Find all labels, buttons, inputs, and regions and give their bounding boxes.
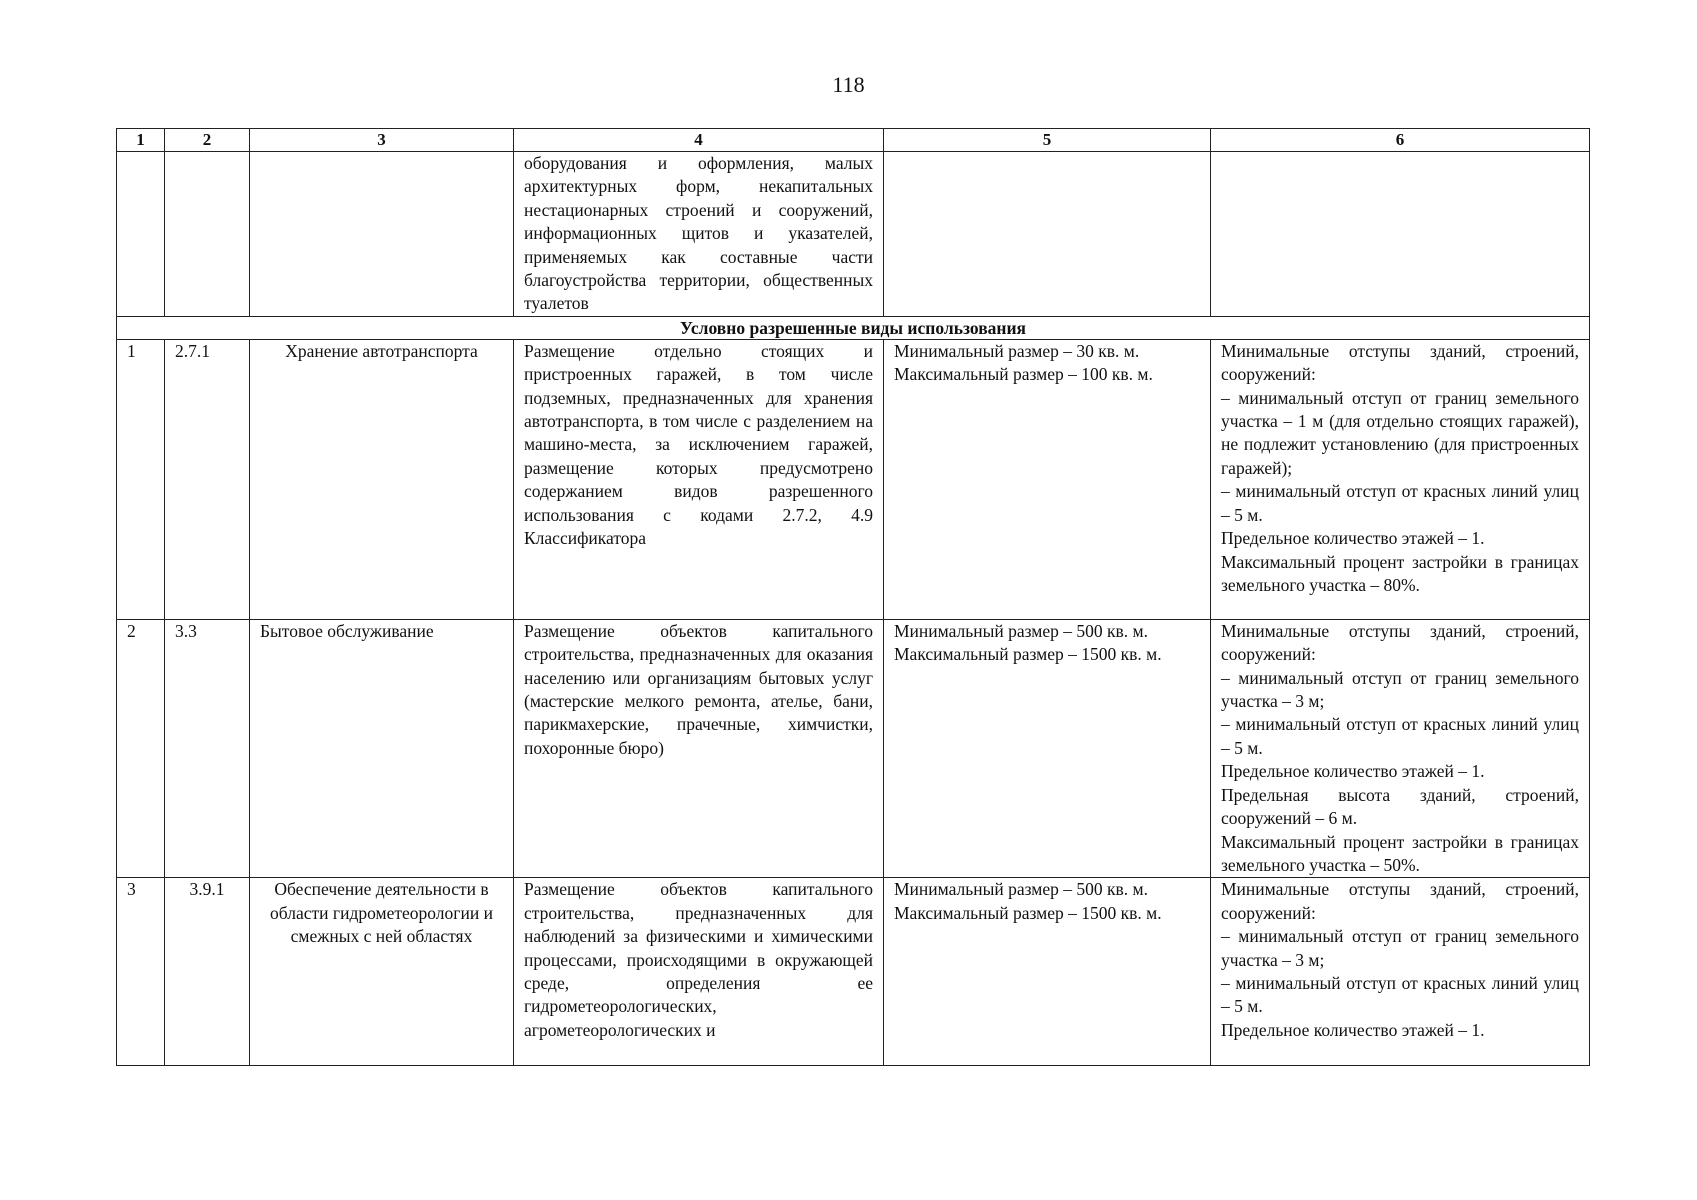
- column-header: 4: [514, 129, 884, 152]
- param-line: Предельное количество этажей – 1.: [1221, 1019, 1485, 1040]
- param-line: – минимальный отступ от красных линий улиц – 5 м.: [1221, 481, 1579, 525]
- use-code: 3.3: [165, 619, 250, 877]
- table-row: [117, 878, 1590, 1066]
- cell-empty: [117, 152, 165, 317]
- table-row: [117, 339, 1590, 619]
- row-number: 1: [117, 339, 165, 619]
- param-line: Предельное количество этажей – 1.: [1221, 528, 1485, 549]
- params-cell: [1211, 619, 1590, 877]
- description-cell: Размещение отдельно стоящих и пристроенных гаражей, в том числе подземных, предназначенных для хранения автотранспорта, в том числе с разделением на машино-места, за исключением гаражей, размещение которых предусмотрено содержанием видов разрешенного использования с кодами 2.7.2, 4.9 Классификатора: [514, 339, 884, 619]
- size-cell: [884, 878, 1211, 1066]
- param-line: Максимальный процент застройки в границах земельного участка – 80%.: [1221, 551, 1579, 595]
- use-code: 3.9.1: [165, 878, 250, 1066]
- section-row: [117, 316, 1590, 339]
- param-line: – минимальный отступ от красных линий улиц – 5 м.: [1221, 972, 1579, 1017]
- column-header: 1: [117, 129, 165, 152]
- size-min: Минимальный размер – 500 кв. м.: [894, 620, 1148, 641]
- param-line: – минимальный отступ от границ земельного участка – 1 м (для отдельно стоящих гаражей), не подлежит установлению (для пристроенных гаражей);: [1221, 387, 1579, 478]
- param-line: Минимальные отступы зданий, строений, сооружений:: [1221, 879, 1579, 923]
- use-name: Бытовое обслуживание: [250, 619, 514, 877]
- column-header: 2: [165, 129, 250, 152]
- param-line: Максимальный процент застройки в границах земельного участка – 50%.: [1221, 831, 1579, 875]
- params-cell: [1211, 339, 1590, 619]
- use-code: 2.7.1: [165, 339, 250, 619]
- param-line: Минимальные отступы зданий, строений, сооружений:: [1221, 620, 1579, 665]
- size-cell: [884, 339, 1211, 619]
- cell-empty: [884, 152, 1211, 317]
- section-title: Условно разрешенные виды использования: [117, 316, 1590, 339]
- size-cell: [884, 619, 1211, 877]
- description-cell: Размещение объектов капитального строительства, предназначенных для оказания населению или организациям бытовых услуг (мастерские мелкого ремонта, ателье, бани, парикмахерские, прачечные, химчистки, похоронные бюро): [514, 619, 884, 877]
- size-min: Минимальный размер – 500 кв. м.: [894, 879, 1148, 900]
- zoning-table: [116, 128, 1590, 1066]
- description-cell: оборудования и оформления, малых архитектурных форм, некапитальных нестационарных строений и сооружений, информационных щитов и указателей, применяемых как составные части благоустройства территории, общественных туалетов: [514, 152, 884, 317]
- description-cell: Размещение объектов капитального строительства, предназначенных для наблюдений за физическими и химическими процессами, происходящими в окружающей среде, определения ее гидрометеорологических, агрометеорологических и: [514, 878, 884, 1066]
- size-max: Максимальный размер – 1500 кв. м.: [894, 902, 1162, 923]
- page-number: 118: [832, 72, 865, 97]
- row-number: 2: [117, 619, 165, 877]
- param-line: Предельная высота зданий, строений, сооружений – 6 м.: [1221, 784, 1579, 829]
- param-line: – минимальный отступ от красных линий улиц – 5 м.: [1221, 714, 1579, 758]
- row-number: 3: [117, 878, 165, 1066]
- column-header: 6: [1211, 129, 1590, 152]
- param-line: – минимальный отступ от границ земельного участка – 3 м;: [1221, 667, 1579, 712]
- header-row: [117, 129, 1590, 152]
- size-max: Максимальный размер – 100 кв. м.: [894, 364, 1153, 385]
- param-line: Минимальные отступы зданий, строений, сооружений:: [1221, 340, 1579, 385]
- continuation-row: [117, 152, 1590, 317]
- size-min: Минимальный размер – 30 кв. м.: [894, 340, 1140, 361]
- column-header: 3: [250, 129, 514, 152]
- param-line: Предельное количество этажей – 1.: [1221, 761, 1485, 782]
- size-max: Максимальный размер – 1500 кв. м.: [894, 644, 1162, 665]
- param-line: – минимальный отступ от границ земельного участка – 3 м;: [1221, 926, 1579, 970]
- use-name: Хранение автотранспорта: [250, 339, 514, 619]
- cell-empty: [250, 152, 514, 317]
- params-cell: [1211, 878, 1590, 1066]
- cell-empty: [1211, 152, 1590, 317]
- table-row: [117, 619, 1590, 877]
- column-header: 5: [884, 129, 1211, 152]
- use-name: Обеспечение деятельности в области гидрометеорологии и смежных с ней областях: [250, 878, 514, 1066]
- cell-empty: [165, 152, 250, 317]
